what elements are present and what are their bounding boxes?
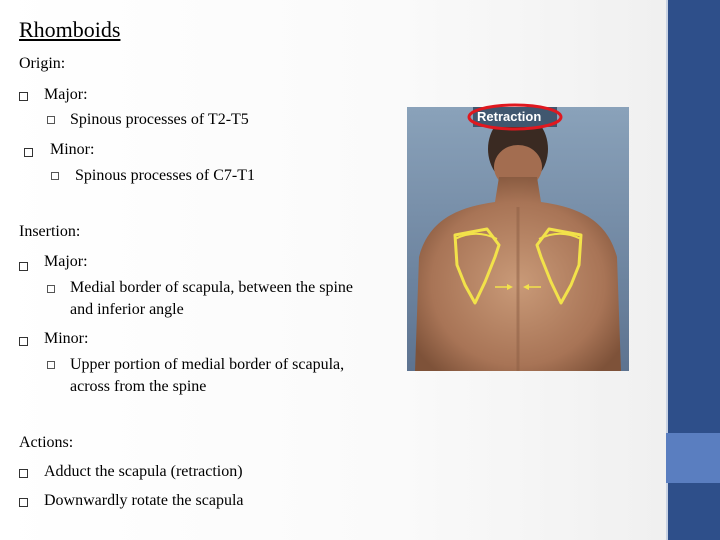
insertion-minor-detail-line1: Upper portion of medial border of scapula, [70,356,345,373]
insertion-major-detail-line1: Medial border of scapula, between the spine [70,279,354,296]
insertion-minor-label: Minor: [44,330,89,347]
insertion-major-detail-line2: and inferior angle [70,301,184,318]
insertion-major-label: Major: [44,253,88,270]
sub-bullet-box-icon [47,285,55,293]
bullet-box-icon [19,469,28,478]
origin-heading: Origin: [19,55,66,72]
bullet-box-icon [19,498,28,507]
sidebar-accent-band [666,433,720,483]
retraction-label: Retraction [477,109,542,124]
bullet-box-icon [19,337,28,346]
bullet-box-icon [19,262,28,271]
origin-major-label: Major: [44,86,88,103]
sidebar-decoration [666,0,720,540]
bullet-box-icon [24,148,33,157]
sub-bullet-box-icon [51,172,59,180]
action-item-downward-rotate: Downwardly rotate the scapula [44,492,244,509]
back-anatomy-photo [407,107,629,371]
insertion-minor-detail-line2: across from the spine [70,378,207,395]
sub-bullet-box-icon [47,361,55,369]
origin-minor-label: Minor: [50,141,95,158]
sub-bullet-box-icon [47,116,55,124]
bullet-box-icon [19,92,28,101]
insertion-heading: Insertion: [19,223,81,240]
slide-title: Rhomboids [19,17,121,42]
action-item-adduct: Adduct the scapula (retraction) [44,463,243,480]
actions-heading: Actions: [19,434,74,451]
origin-minor-detail: Spinous processes of C7-T1 [75,167,255,184]
origin-major-detail: Spinous processes of T2-T5 [70,111,249,128]
